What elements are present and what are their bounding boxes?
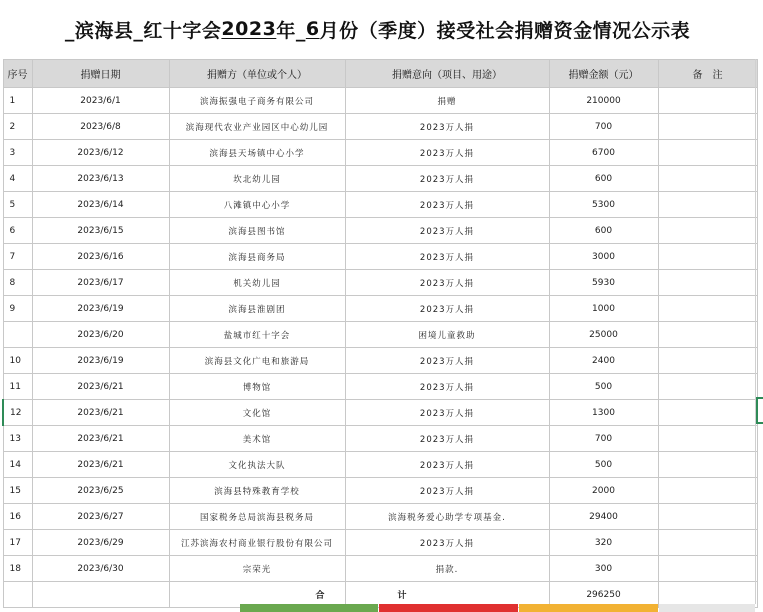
row-amount[interactable]: 700: [549, 426, 658, 452]
sheet-tab-red[interactable]: [379, 604, 518, 612]
row-seq[interactable]: 17: [3, 530, 32, 556]
row-purpose[interactable]: 2023万人捐: [345, 374, 549, 400]
row-note[interactable]: [658, 270, 757, 296]
row-note[interactable]: [658, 244, 757, 270]
total-label-right[interactable]: 计: [345, 582, 549, 608]
row-amount[interactable]: 210000: [549, 88, 658, 114]
row-purpose[interactable]: 2023万人捐: [345, 166, 549, 192]
table-row: [3, 218, 757, 244]
row-note[interactable]: [658, 478, 757, 504]
table-row: [3, 478, 757, 504]
row-date[interactable]: 2023/6/25: [32, 478, 169, 504]
row-amount[interactable]: 2000: [549, 478, 658, 504]
row-date[interactable]: 2023/6/12: [32, 140, 169, 166]
row-purpose[interactable]: 2023万人捐: [345, 530, 549, 556]
row-note[interactable]: [658, 140, 757, 166]
title-year-suffix: 年_: [276, 19, 306, 42]
row-date[interactable]: 2023/6/21: [32, 452, 169, 478]
row-purpose[interactable]: 2023万人捐: [345, 270, 549, 296]
row-donor[interactable]: 坎北幼儿园: [169, 166, 345, 192]
row-amount[interactable]: 600: [549, 218, 658, 244]
page-title: [0, 0, 755, 58]
row-note[interactable]: [658, 504, 757, 530]
title-month: 6: [305, 18, 320, 40]
row-amount[interactable]: 700: [549, 114, 658, 140]
row-note[interactable]: [658, 192, 757, 218]
header-amount[interactable]: 捐赠金额（元）: [549, 60, 658, 88]
row-seq[interactable]: 13: [3, 426, 32, 452]
table-row: [3, 322, 757, 348]
title-year: 2023: [221, 18, 277, 40]
row-note[interactable]: [658, 218, 757, 244]
header-note[interactable]: 备 注: [658, 60, 757, 88]
row-purpose[interactable]: 2023万人捐: [345, 348, 549, 374]
row-note[interactable]: [658, 322, 757, 348]
row-seq[interactable]: 18: [3, 556, 32, 582]
row-purpose[interactable]: 捐赠: [345, 88, 549, 114]
row-note[interactable]: [658, 348, 757, 374]
header-row: [3, 60, 757, 88]
header-donor[interactable]: 捐赠方（单位或个人）: [169, 60, 345, 88]
row-donor[interactable]: 滨海县图书馆: [169, 218, 345, 244]
row-amount[interactable]: 600: [549, 166, 658, 192]
row-donor[interactable]: 宗荣光: [169, 556, 345, 582]
row-date[interactable]: 2023/6/16: [32, 244, 169, 270]
row-note[interactable]: [658, 166, 757, 192]
header-purpose[interactable]: 捐赠意向（项目、用途）: [345, 60, 549, 88]
row-seq[interactable]: 16: [3, 504, 32, 530]
row-donor[interactable]: 博物馆: [169, 374, 345, 400]
sheet-tab-orange[interactable]: [519, 604, 658, 612]
row-date[interactable]: 2023/6/1: [32, 88, 169, 114]
table-row: [3, 114, 757, 140]
row-donor[interactable]: 滨海振强电子商务有限公司: [169, 88, 345, 114]
row-note[interactable]: [658, 114, 757, 140]
title-rest: 月份（季度）接受社会捐赠资金情况公示表: [319, 19, 691, 42]
row-note[interactable]: [658, 556, 757, 582]
row-seq[interactable]: [3, 322, 32, 348]
table-row: [3, 452, 757, 478]
row-note[interactable]: [658, 400, 757, 426]
row-date[interactable]: 2023/6/27: [32, 504, 169, 530]
row-purpose[interactable]: 2023万人捐: [345, 192, 549, 218]
row-amount[interactable]: 6700: [549, 140, 658, 166]
row-date[interactable]: 2023/6/19: [32, 296, 169, 322]
table-row: [3, 530, 757, 556]
row-donor[interactable]: 国家税务总局滨海县税务局: [169, 504, 345, 530]
table-row: [3, 296, 757, 322]
row-donor[interactable]: 滨海现代农业产业园区中心幼儿园: [169, 114, 345, 140]
row-seq[interactable]: 1: [3, 88, 32, 114]
sheet-tab-gray[interactable]: [659, 604, 755, 612]
row-purpose[interactable]: 2023万人捐: [345, 426, 549, 452]
row-amount[interactable]: 2400: [549, 348, 658, 374]
table-row: [3, 270, 757, 296]
row-purpose[interactable]: 2023万人捐: [345, 218, 549, 244]
row-note[interactable]: [658, 530, 757, 556]
row-donor[interactable]: 滨海县商务局: [169, 244, 345, 270]
total-amount[interactable]: 296250: [549, 582, 658, 608]
row-purpose[interactable]: 2023万人捐: [345, 244, 549, 270]
row-date[interactable]: 2023/6/21: [32, 426, 169, 452]
row-seq[interactable]: 3: [3, 140, 32, 166]
row-date[interactable]: 2023/6/20: [32, 322, 169, 348]
total-label-left[interactable]: 合: [169, 582, 345, 608]
title-prefix: _滨海县_红十字会: [64, 19, 222, 42]
row-donor[interactable]: 江苏滨海农村商业银行股份有限公司: [169, 530, 345, 556]
row-seq[interactable]: 12: [3, 400, 32, 426]
row-donor[interactable]: 滨海县文化广电和旅游局: [169, 348, 345, 374]
table-row: [3, 140, 757, 166]
row-amount[interactable]: 5300: [549, 192, 658, 218]
row-seq[interactable]: 7: [3, 244, 32, 270]
row-seq[interactable]: 11: [3, 374, 32, 400]
row-seq[interactable]: 6: [3, 218, 32, 244]
row-date[interactable]: 2023/6/8: [32, 114, 169, 140]
row-donor[interactable]: 文化执法大队: [169, 452, 345, 478]
row-seq[interactable]: 2: [3, 114, 32, 140]
sheet-tabs: [0, 604, 763, 612]
row-amount[interactable]: 25000: [549, 322, 658, 348]
selection-handle[interactable]: [756, 397, 763, 424]
row-donor[interactable]: 盐城市红十字会: [169, 322, 345, 348]
row-date[interactable]: 2023/6/21: [32, 374, 169, 400]
table-row: [3, 192, 757, 218]
row-purpose[interactable]: 2023万人捐: [345, 400, 549, 426]
row-date[interactable]: 2023/6/29: [32, 530, 169, 556]
row-donor[interactable]: 美术馆: [169, 426, 345, 452]
row-date[interactable]: 2023/6/15: [32, 218, 169, 244]
table-row: [3, 504, 757, 530]
row-amount[interactable]: 300: [549, 556, 658, 582]
row-amount[interactable]: 500: [549, 374, 658, 400]
row-purpose[interactable]: 2023万人捐: [345, 452, 549, 478]
row-amount[interactable]: 1000: [549, 296, 658, 322]
table-row: [3, 348, 757, 374]
grid-right-border: [755, 59, 756, 604]
table-row: [3, 374, 757, 400]
row-amount[interactable]: 500: [549, 452, 658, 478]
table-row: [3, 426, 757, 452]
row-donor[interactable]: 滨海县淮剧团: [169, 296, 345, 322]
header-date[interactable]: 捐赠日期: [32, 60, 169, 88]
row-note[interactable]: [658, 374, 757, 400]
donation-table: [2, 59, 758, 608]
row-donor[interactable]: 八滩镇中心小学: [169, 192, 345, 218]
row-donor[interactable]: 滨海县特殊教育学校: [169, 478, 345, 504]
row-seq[interactable]: 15: [3, 478, 32, 504]
row-purpose[interactable]: 捐款.: [345, 556, 549, 582]
table-row: [3, 400, 757, 426]
row-seq[interactable]: 8: [3, 270, 32, 296]
row-seq[interactable]: 10: [3, 348, 32, 374]
row-purpose[interactable]: 2023万人捐: [345, 296, 549, 322]
table-row: [3, 244, 757, 270]
header-seq[interactable]: 序号: [3, 60, 32, 88]
row-donor[interactable]: 机关幼儿园: [169, 270, 345, 296]
row-donor[interactable]: 滨海县天场镇中心小学: [169, 140, 345, 166]
row-note[interactable]: [658, 426, 757, 452]
sheet-tab-green[interactable]: [240, 604, 378, 612]
table-row: [3, 88, 757, 114]
row-amount[interactable]: 1300: [549, 400, 658, 426]
row-date[interactable]: 2023/6/13: [32, 166, 169, 192]
row-seq[interactable]: 14: [3, 452, 32, 478]
row-amount[interactable]: 5930: [549, 270, 658, 296]
row-note[interactable]: [658, 88, 757, 114]
row-purpose[interactable]: 滨海税务爱心助学专项基金.: [345, 504, 549, 530]
row-purpose[interactable]: 2023万人捐: [345, 478, 549, 504]
row-date[interactable]: 2023/6/14: [32, 192, 169, 218]
row-seq[interactable]: 9: [3, 296, 32, 322]
row-donor[interactable]: 文化馆: [169, 400, 345, 426]
row-seq[interactable]: 4: [3, 166, 32, 192]
row-date[interactable]: 2023/6/30: [32, 556, 169, 582]
row-date[interactable]: 2023/6/17: [32, 270, 169, 296]
row-purpose[interactable]: 2023万人捐: [345, 140, 549, 166]
row-purpose[interactable]: 2023万人捐: [345, 114, 549, 140]
table-row: [3, 556, 757, 582]
row-amount[interactable]: 320: [549, 530, 658, 556]
row-note[interactable]: [658, 452, 757, 478]
row-note[interactable]: [658, 296, 757, 322]
row-seq[interactable]: 5: [3, 192, 32, 218]
row-purpose[interactable]: 困境儿童救助: [345, 322, 549, 348]
row-amount[interactable]: 29400: [549, 504, 658, 530]
row-amount[interactable]: 3000: [549, 244, 658, 270]
row-date[interactable]: 2023/6/19: [32, 348, 169, 374]
table-row: [3, 166, 757, 192]
row-date[interactable]: 2023/6/21: [32, 400, 169, 426]
